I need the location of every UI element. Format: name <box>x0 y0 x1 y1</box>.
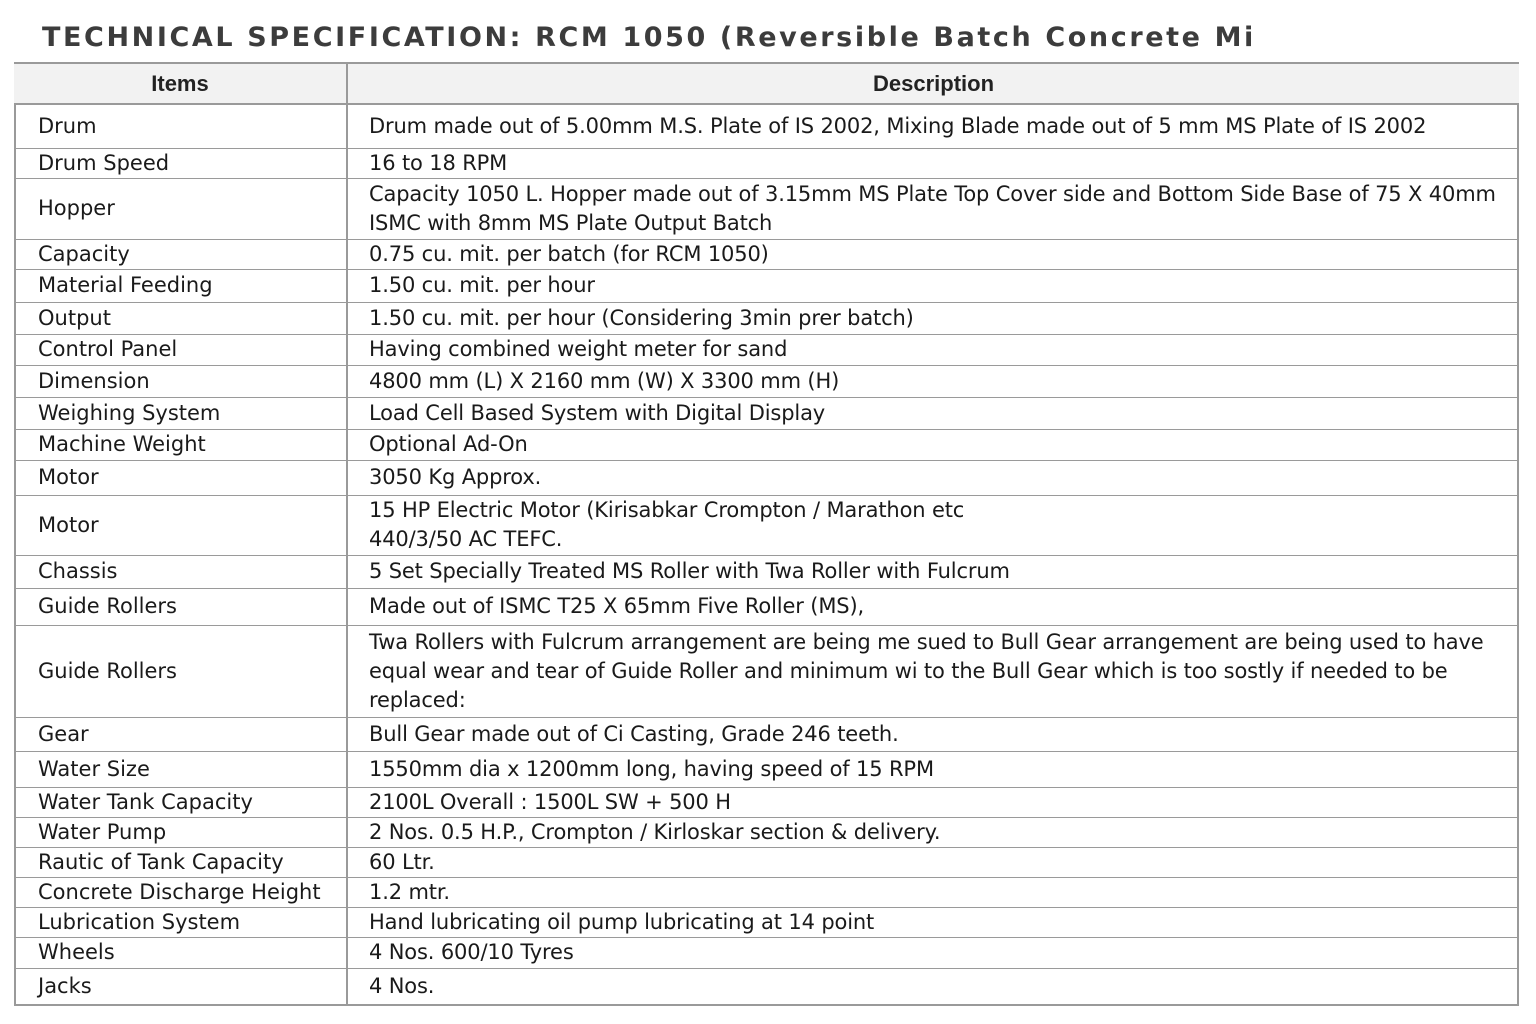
row-item: Weighing System <box>14 397 347 429</box>
row-description-line-1: 15 HP Electric Motor (Kirisabkar Crompton / Marathon etc <box>369 498 965 522</box>
table-row <box>14 334 1519 365</box>
row-description: Capacity 1050 L. Hopper made out of 3.15mm MS Plate Top Cover side and Bottom Side Base of 75 X 40mm ISMC with 8mm MS Plate Output Batch <box>347 178 1519 239</box>
row-item: Drum <box>14 104 347 148</box>
table-row <box>14 148 1519 178</box>
table-row <box>14 588 1519 625</box>
row-description: Optional Ad-On <box>347 429 1519 460</box>
column-header-description: Description <box>347 64 1519 104</box>
row-item: Machine Weight <box>14 429 347 460</box>
row-item: Rautic of Tank Capacity <box>14 847 347 877</box>
row-item: Water Pump <box>14 817 347 847</box>
table-row <box>14 365 1519 397</box>
row-description: Bull Gear made out of Ci Casting, Grade 246 teeth. <box>347 717 1519 751</box>
row-description: Hand lubricating oil pump lubricating at 14 point <box>347 907 1519 937</box>
table-row <box>14 751 1519 787</box>
row-item: Water Size <box>14 751 347 787</box>
table-row <box>14 460 1519 495</box>
table-row <box>14 847 1519 877</box>
row-description: 3050 Kg Approx. <box>347 460 1519 495</box>
table-row <box>14 269 1519 302</box>
row-description: 2 Nos. 0.5 H.P., Crompton / Kirloskar section & delivery. <box>347 817 1519 847</box>
row-item: Concrete Discharge Height <box>14 877 347 907</box>
row-description: Made out of ISMC T25 X 65mm Five Roller (MS), <box>347 588 1519 625</box>
table-row <box>14 555 1519 588</box>
row-item: Water Tank Capacity <box>14 787 347 817</box>
row-description: 1.2 mtr. <box>347 877 1519 907</box>
row-item: Dimension <box>14 365 347 397</box>
row-description: 5 Set Specially Treated MS Roller with Twa Roller with Fulcrum <box>347 555 1519 588</box>
table-header-row <box>14 64 1519 104</box>
table-row <box>14 625 1519 717</box>
table-row <box>14 104 1519 148</box>
row-item: Motor <box>14 495 347 555</box>
table-row <box>14 495 1519 555</box>
row-description: 0.75 cu. mit. per batch (for RCM 1050) <box>347 239 1519 269</box>
row-item: Guide Rollers <box>14 625 347 717</box>
row-item: Motor <box>14 460 347 495</box>
row-item: Guide Rollers <box>14 588 347 625</box>
table-row <box>14 817 1519 847</box>
row-description: 4800 mm (L) X 2160 mm (W) X 3300 mm (H) <box>347 365 1519 397</box>
row-description: Load Cell Based System with Digital Display <box>347 397 1519 429</box>
row-item: Output <box>14 302 347 334</box>
row-item: Chassis <box>14 555 347 588</box>
page-title: TECHNICAL SPECIFICATION: RCM 1050 (Reversible Batch Concrete Mi <box>42 21 1256 53</box>
row-item: Control Panel <box>14 334 347 365</box>
specification-table <box>14 64 1519 1004</box>
row-item: Gear <box>14 717 347 751</box>
row-item: Wheels <box>14 937 347 968</box>
row-description: 16 to 18 RPM <box>347 148 1519 178</box>
row-description: 4 Nos. <box>369 973 435 998</box>
row-description: 2100L Overall : 1500L SW + 500 H <box>347 787 1519 817</box>
table-row <box>14 787 1519 817</box>
table-row <box>14 907 1519 937</box>
row-description: Drum made out of 5.00mm M.S. Plate of IS 2002, Mixing Blade made out of 5 mm MS Plate of IS 2002 <box>347 104 1519 148</box>
row-description: 1.50 cu. mit. per hour (Considering 3min prer batch) <box>347 302 1519 334</box>
row-description: Having combined weight meter for sand <box>347 334 1519 365</box>
table-row <box>14 937 1519 968</box>
row-item: Material Feeding <box>14 269 347 302</box>
row-item: Hopper <box>14 178 347 239</box>
table-row <box>14 178 1519 239</box>
row-description <box>347 495 1519 555</box>
table-row <box>14 877 1519 907</box>
row-description-line-2: 440/3/50 AC TEFC. <box>369 527 563 551</box>
row-description: 4 Nos. 600/10 Tyres <box>347 937 1519 968</box>
table-row <box>14 397 1519 429</box>
column-header-items: Items <box>14 64 347 104</box>
table-row <box>14 968 1519 1004</box>
row-description: 1550mm dia x 1200mm long, having speed of 15 RPM <box>347 751 1519 787</box>
row-item: Drum Speed <box>14 148 347 178</box>
title-bar <box>14 12 1519 64</box>
table-row <box>14 302 1519 334</box>
row-item: Capacity <box>14 239 347 269</box>
table-row <box>14 429 1519 460</box>
table-row <box>14 239 1519 269</box>
row-item: Lubrication System <box>14 907 347 937</box>
row-description: Twa Rollers with Fulcrum arrangement are being me sued to Bull Gear arrangement are being used to have equal wear and tear of Guide Roller and minimum wi to the Bull Gear which is too sostly if needed to be replaced: <box>347 625 1519 717</box>
table-row <box>14 717 1519 751</box>
row-description: 1.50 cu. mit. per hour <box>347 269 1519 302</box>
row-item: Jacks <box>14 968 347 1004</box>
row-description: 60 Ltr. <box>347 847 1519 877</box>
